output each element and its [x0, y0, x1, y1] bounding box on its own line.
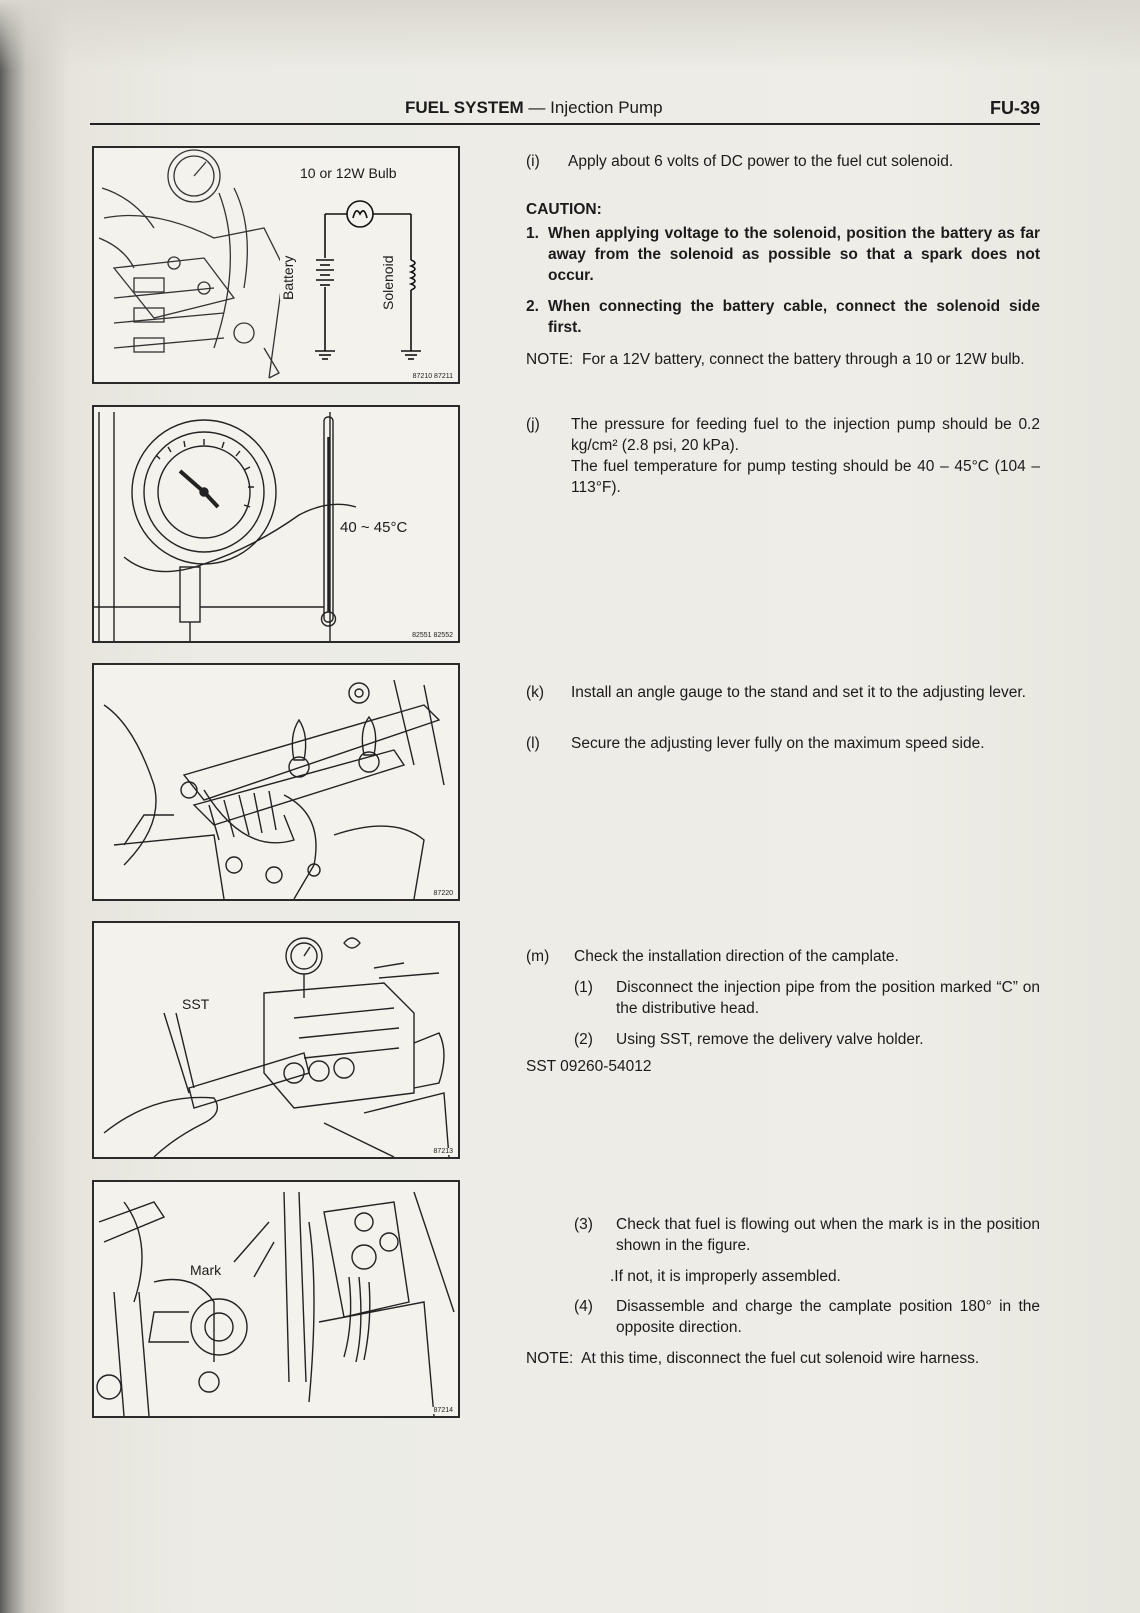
bulb-label: 10 or 12W Bulb	[300, 165, 397, 181]
step-l	[526, 733, 1040, 775]
step-l-label: (l)	[526, 735, 540, 752]
figure-solenoid-circuit	[92, 146, 460, 384]
step-i-label: (i)	[526, 153, 540, 170]
angle-gauge-illustration	[94, 665, 458, 899]
step-m-4	[574, 1296, 1040, 1338]
sst-tool-illustration	[94, 923, 458, 1157]
step-m-1-label: (1)	[574, 979, 593, 996]
note-1-label: NOTE:	[526, 351, 574, 368]
step-m-3-label: (3)	[574, 1216, 593, 1233]
caution-item-2	[526, 296, 1040, 338]
step-j-label: (j)	[526, 416, 540, 433]
caution-item-1-text: When applying voltage to the solenoid, position the battery as far away from the solenoid as possible so that a spark does not occur.	[548, 225, 1040, 284]
figure-code: 87210 87211	[412, 373, 453, 380]
step-m-4-label: (4)	[574, 1298, 593, 1315]
figure-angle-gauge	[92, 663, 460, 901]
sst-number: SST 09260-54012	[526, 1058, 652, 1075]
step-k-text: Install an angle gauge to the stand and set it to the adjusting lever.	[571, 684, 1026, 701]
page-number: FU-39	[989, 98, 1040, 118]
battery-label: Battery	[280, 255, 296, 300]
section-title	[405, 98, 663, 118]
step-m-2-text: Using SST, remove the delivery valve holder.	[616, 1031, 924, 1048]
note-1-text: For a 12V battery, connect the battery through a 10 or 12W bulb.	[582, 351, 1025, 368]
caution-item-2-text: When connecting the battery cable, connect the solenoid side first.	[548, 298, 1040, 336]
step-m-1-text: Disconnect the injection pipe from the position marked “C” on the distributive head.	[616, 979, 1040, 1017]
solenoid-label: Solenoid	[380, 255, 396, 310]
caution-item-1	[526, 223, 1040, 286]
step-m-text: Check the installation direction of the camplate.	[574, 948, 899, 965]
step-l-text: Secure the adjusting lever fully on the maximum speed side.	[571, 735, 985, 752]
step-k	[526, 682, 1040, 724]
step-i-text: Apply about 6 volts of DC power to the fuel cut solenoid.	[568, 153, 954, 170]
sst-label: SST	[182, 996, 210, 1012]
step-k-label: (k)	[526, 684, 545, 701]
caution-heading: CAUTION:	[526, 201, 602, 218]
step-m-3-note: .If not, it is improperly assembled.	[610, 1268, 841, 1285]
temperature-label: 40 ~ 45°C	[340, 519, 408, 536]
camplate-mark-illustration	[94, 1182, 458, 1416]
step-j-body	[571, 414, 1040, 498]
step-m-2	[574, 1029, 1040, 1050]
step-j-text-temperature: The fuel temperature for pump testing should be 40 – 45°C (104 – 113°F).	[571, 458, 1040, 496]
step-i	[526, 151, 1040, 193]
figure-sst-delivery-valve	[92, 921, 460, 1159]
note-2-text: At this time, disconnect the fuel cut solenoid wire harness.	[581, 1350, 980, 1367]
note-1	[526, 349, 1040, 370]
step-m-3-text: Check that fuel is flowing out when the mark is in the position shown in the figure.	[616, 1216, 1040, 1254]
step-m-4-text: Disassemble and charge the camplate position 180° in the opposite direction.	[616, 1298, 1040, 1336]
section-title-main: FUEL SYSTEM	[405, 98, 524, 117]
step-j	[526, 414, 1040, 498]
figure-code: 82551 82552	[412, 632, 453, 639]
solenoid-circuit-illustration	[94, 148, 458, 382]
figure-pressure-temperature	[92, 405, 460, 643]
step-j-text-pressure: The pressure for feeding fuel to the injection pump should be 0.2 kg/cm² (2.8 psi, 20 kPa).	[571, 416, 1040, 454]
figure-code: 87214	[433, 1407, 453, 1414]
header-rule	[90, 123, 1040, 125]
step-m-1	[574, 977, 1040, 1019]
step-m	[526, 946, 1040, 967]
figure-code: 87213	[433, 1148, 453, 1155]
step-m-2-label: (2)	[574, 1031, 593, 1048]
caution-item-1-num: 1.	[526, 225, 539, 242]
title-separator: —	[523, 98, 551, 117]
caution-item-2-num: 2.	[526, 298, 539, 315]
step-m-label: (m)	[526, 948, 550, 965]
page-header	[405, 98, 1040, 122]
note-2-label: NOTE:	[526, 1350, 574, 1367]
note-2	[526, 1348, 1040, 1369]
page-top-shadow	[0, 0, 1140, 70]
section-subtitle: Injection Pump	[550, 98, 663, 117]
step-m-3	[574, 1214, 1040, 1256]
figure-camplate-mark	[92, 1180, 460, 1418]
mark-label: Mark	[190, 1262, 222, 1278]
figure-code: 87220	[433, 890, 453, 897]
